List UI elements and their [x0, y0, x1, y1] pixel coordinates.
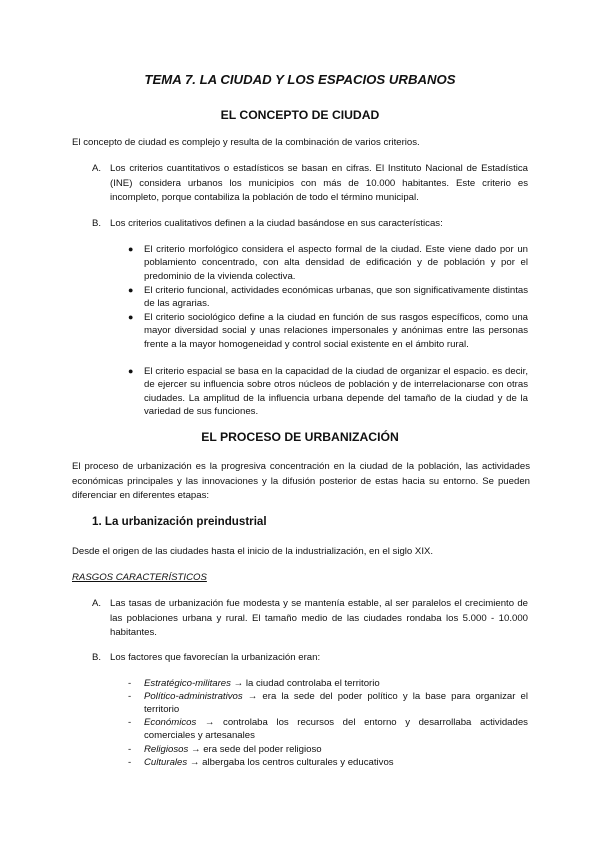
bullet-item [128, 284, 528, 311]
factor-item [128, 716, 528, 742]
arrow-icon: → [233, 678, 244, 689]
bullet-item [128, 243, 528, 283]
bullet-icon: ● [128, 244, 134, 254]
list-item-text: Los criterios cuantitativos o estadísticos se basan en cifras. El Instituto Nacional de Estadística (INE) considera urbanos los municipios con más de 10.000 habitantes. Este criterio es incompleto, porque contabiliza la población de todo el término municipal. [110, 163, 528, 204]
list-marker: A. [92, 163, 102, 174]
factor-desc: era sede del poder religioso [203, 744, 322, 755]
factor-item [128, 743, 528, 756]
list-marker: A. [92, 598, 102, 609]
rasgos-label: RASGOS CARACTERÍSTICOS [72, 572, 207, 583]
factor-desc: albergaba los centros culturales y educativos [202, 757, 394, 768]
factor-term: Culturales [144, 757, 188, 768]
section1-intro: El concepto de ciudad es complejo y resulta de la combinación de varios criterios. [72, 137, 420, 148]
factor-desc: la ciudad controlaba el territorio [245, 678, 380, 689]
arrow-icon: → [204, 717, 215, 728]
list-item-text: Los criterios cualitativos definen a la ciudad basándose en sus características: [110, 218, 443, 229]
dash-marker: - [128, 678, 132, 689]
factor-item [128, 690, 528, 716]
dash-marker: - [128, 717, 132, 728]
dash-marker: - [128, 757, 132, 768]
dash-marker: - [128, 744, 132, 755]
factor-term: Económicos [144, 717, 197, 728]
list-item [92, 651, 528, 666]
factor-term: Religiosos [144, 744, 189, 755]
list-marker: B. [92, 218, 102, 229]
factor-term: Político-administrativos [144, 691, 243, 702]
factor-term: Estratégico-militares [144, 678, 231, 689]
document-title: TEMA 7. LA CIUDAD Y LOS ESPACIOS URBANOS [144, 72, 456, 87]
section-heading-urbanizacion: EL PROCESO DE URBANIZACIÓN [201, 430, 399, 444]
bullet-text: El criterio morfológico considera el aspecto formal de la ciudad. Este viene dado por un poblamiento concentrado, con alta densidad de edificación y de población y por el predominio de la vivienda colectiva. [144, 244, 528, 282]
arrow-icon: → [189, 757, 200, 768]
subsection-heading: 1. La urbanización preindustrial [92, 515, 267, 528]
factor-item [128, 756, 528, 769]
factor-item [128, 677, 528, 690]
list-item [92, 162, 528, 206]
bullet-item [128, 365, 528, 418]
list-item-text: Los factores que favorecían la urbanización eran: [110, 652, 321, 663]
bullet-icon: ● [128, 312, 134, 322]
arrow-icon: → [247, 691, 258, 702]
list-marker: B. [92, 652, 102, 663]
arrow-icon: → [190, 744, 201, 755]
period-text: Desde el origen de las ciudades hasta el inicio de la industrialización, en el siglo XIX. [72, 546, 434, 557]
bullet-text: El criterio espacial se basa en la capacidad de la ciudad de organizar el espacio. es decir, de ejercer su influencia sobre otros núcleos de población y de interrelacionarse con otras ciudades. La amplitud de la influencia urbana depende del tamaño de la ciudad y de la variedad de sus funciones. [144, 366, 528, 417]
section-heading-concepto: EL CONCEPTO DE CIUDAD [220, 108, 380, 122]
factor-desc: controlaba los recursos del entorno y desarrollaba actividades comerciales y artesanales [144, 717, 528, 741]
section2-intro: El proceso de urbanización es la progresiva concentración en la ciudad de la población, las actividades económicas principales y las innovaciones y la difusión posterior de estas hacia su entorno. Se pueden diferenciar en diferentes etapas: [72, 461, 530, 502]
bullet-icon: ● [128, 366, 134, 376]
list-item [92, 597, 528, 641]
list-item [92, 217, 528, 232]
list-item-text: Las tasas de urbanización fue modesta y se mantenía estable, al ser paralelos el crecimiento de las poblaciones urbana y rural. El tamaño medio de las ciudades rondaba los 5.000 - 10.000 habitantes. [110, 598, 528, 639]
factor-desc: era la sede del poder político y la base para organizar el territorio [144, 691, 528, 715]
bullet-item [128, 311, 528, 351]
bullet-text: El criterio sociológico define a la ciudad en función de sus rasgos específicos, como una mayor diversidad social y unas relaciones impersonales y anónimas entre las personas frente a la mayor homogeneidad y control social existente en el ámbito rural. [144, 312, 528, 350]
bullet-text: El criterio funcional, actividades económicas urbanas, que son significativamente distintas de las agrarias. [144, 285, 528, 310]
bullet-icon: ● [128, 285, 134, 295]
dash-marker: - [128, 691, 132, 702]
